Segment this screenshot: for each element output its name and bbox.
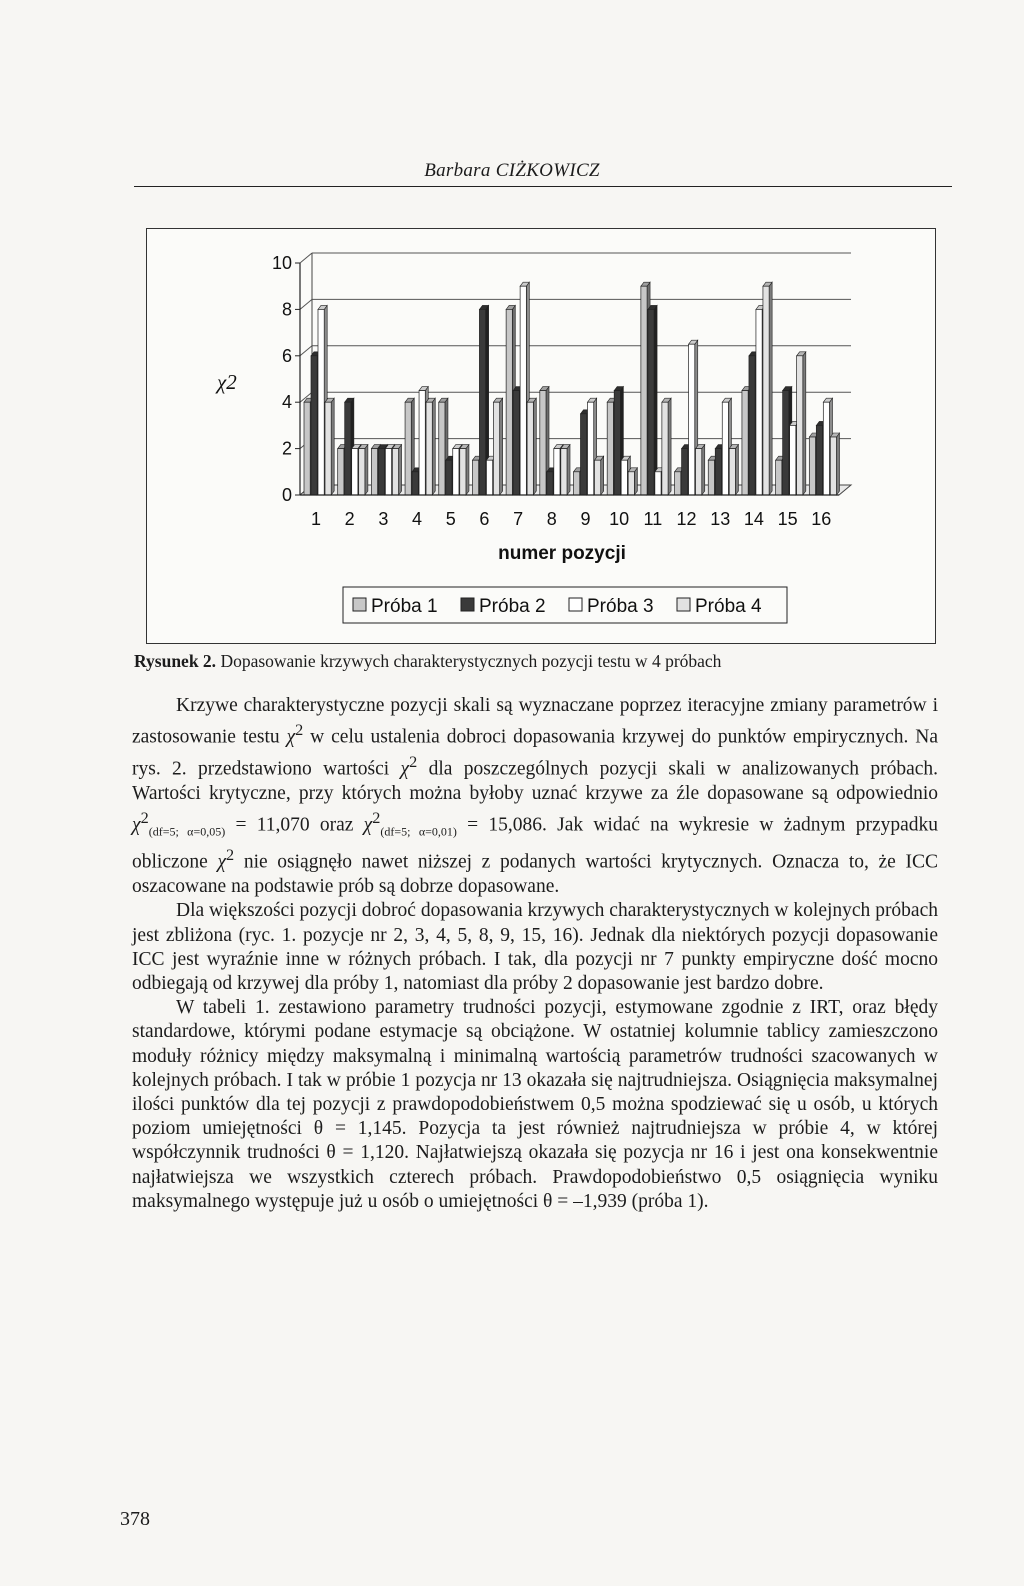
bar-side <box>365 445 368 495</box>
chi-symbol: χ <box>132 814 141 836</box>
bar <box>682 449 688 495</box>
body-text <box>132 694 938 1214</box>
bar-side <box>735 445 738 495</box>
bar <box>628 472 634 495</box>
y-tick-label: 0 <box>281 485 292 505</box>
figure-caption-text: Dopasowanie krzywych charakterystycznych pozycji testu w 4 próbach <box>216 651 722 671</box>
y-tick-label: 2 <box>281 438 292 459</box>
bar <box>675 472 681 495</box>
bar <box>486 460 492 495</box>
bar <box>392 449 398 495</box>
chi-exponent: 2 <box>295 721 304 740</box>
x-tick-label: 2 <box>344 509 355 529</box>
bar <box>708 460 714 495</box>
bar <box>460 449 466 495</box>
bar <box>453 449 459 495</box>
bar <box>520 286 526 495</box>
bar <box>790 425 796 495</box>
paragraph-2: Dla większości pozycji dobroć dopasowania krzywych charakterystycznych w kolejnych próbach jest zbliżona (ryc. 1. pozycje nr 2, 3, 4, 5, 8, 9, 15, 16). Jednak dla niektórych pozycji dopasowanie ICC jest wyraźnie inne w różnych próbach. I tak, dla pozycji nr 7 punkty empiryczne dość mocno odbiegają od krzywej dla próby 1, natomiast dla próby 2 dopasowanie jest bardzo dobre. <box>132 900 938 994</box>
bar <box>749 356 755 495</box>
p1-part-c: dla poszczególnych pozycji skali w analizowanych próbach. Wartości krytyczne, przy których można byłoby uznać krzywe za źle dopasowane są odpowiednio <box>132 758 938 804</box>
p1-part-b: w celu ustalenia dobroci dopasowania krzywej do punktów empirycznych. Na rys. 2. przedstawiono wartości <box>132 726 939 780</box>
x-tick-label: 9 <box>580 509 591 529</box>
bar <box>621 460 627 495</box>
bar-side <box>533 398 536 495</box>
x-tick-label: 8 <box>546 509 557 529</box>
paragraph-3: W tabeli 1. zestawiono parametry trudności pozycji, estymowane zgodnie z IRT, oraz błędy standardowe, którymi podane estymacje są obciążone. W ostatniej kolumnie tablicy zamieszczono moduły różnicy między maksymalną i minimalną wartością parametrów trudności szacowanych w kolejnych próbach. I tak w próbie 1 pozycja nr 13 okazała się najtrudniejsza. Osiągnięcia maksymalnej ilości punktów dla tej pozycji z prawdopodobieństwem 0,5 można spodziewać się u osób, u których poziom umiejętności θ = 1,145. Pozycja ta jest również najtrudniejsza w próbie 4, w której współczynnik trudności θ = 1,120. Najłatwiejszą okazała się pozycja nr 16 i jest ona konsekwentnie najłatwiejsza we wszystkich czterech próbach. Prawdopodobieństwo 0,5 osiągnięcia wyniku maksymalnego występuje już u osób o umiejętności θ = –1,939 (próba 1). <box>132 997 938 1212</box>
x-tick-label: 5 <box>445 509 456 529</box>
bar-side <box>803 352 806 495</box>
bar <box>506 309 512 495</box>
bar <box>816 425 822 495</box>
chi-symbol: χ <box>286 726 296 748</box>
bar <box>304 402 310 495</box>
critical-value-subscript-1: (df=5; α=0,05) <box>148 824 226 839</box>
chi-square-bar-chart <box>147 229 935 643</box>
bar-side <box>769 282 772 495</box>
figure-caption <box>134 650 934 672</box>
bar <box>439 402 445 495</box>
x-tick-label: 13 <box>710 509 731 529</box>
running-header-author: Barbara CIŻKOWICZ <box>424 160 600 181</box>
bar-side <box>567 445 570 495</box>
figure-caption-label: Rysunek 2. <box>134 651 217 671</box>
bar-side <box>399 445 402 495</box>
bar <box>783 391 789 495</box>
y-tick-label: 8 <box>281 299 292 320</box>
bar <box>405 402 411 495</box>
x-tick-label: 15 <box>777 509 798 529</box>
bar-side <box>432 398 435 495</box>
bar <box>345 402 351 495</box>
bar <box>588 402 594 495</box>
y-tick-label: 10 <box>271 253 292 273</box>
bar <box>722 402 728 495</box>
chi-exponent: 2 <box>226 846 235 865</box>
x-tick-label: 16 <box>811 509 832 529</box>
bar <box>479 309 485 495</box>
legend-swatch <box>569 598 582 611</box>
bar <box>472 460 478 495</box>
legend-label: Próba 4 <box>695 596 762 617</box>
chart-frame <box>146 228 936 644</box>
bar <box>412 472 418 495</box>
p1-part-f: nie osiągnęło nawet niższej z podanych wartości krytycznych. Oznacza to, że ICC oszacowane na podstawie prób są dobrze dopasowane. <box>132 851 938 898</box>
bar-side <box>634 468 637 495</box>
bar <box>426 402 432 495</box>
x-tick-label: 6 <box>479 509 490 529</box>
x-tick-label: 7 <box>513 509 524 529</box>
p1-part-d: = 11,070 oraz <box>225 814 364 836</box>
bar-side <box>466 445 469 495</box>
y-axis-label: χ2 <box>217 370 237 394</box>
gridline-side <box>300 299 312 309</box>
y-tick-label: 6 <box>281 345 292 366</box>
bar <box>378 449 384 495</box>
bar <box>797 356 803 495</box>
chi-exponent: 2 <box>409 752 418 771</box>
bar <box>641 286 647 495</box>
bar <box>371 449 377 495</box>
paragraph-1 <box>132 694 938 899</box>
bar <box>607 402 613 495</box>
gridline-side <box>300 253 312 263</box>
chi-exponent: 2 <box>372 808 381 827</box>
gridline-side <box>300 346 312 356</box>
bar <box>554 449 560 495</box>
bar <box>325 402 331 495</box>
legend-layer <box>343 587 787 623</box>
bar <box>581 414 587 495</box>
bar <box>595 460 601 495</box>
bars-layer <box>304 282 840 495</box>
bar <box>446 460 452 495</box>
p1-part-e: = 15,086. Jak widać na wykresie w żadnym przypadku obliczone <box>132 814 938 873</box>
bar <box>696 449 702 495</box>
page-number: 378 <box>120 1508 150 1530</box>
x-tick-label: 4 <box>412 509 423 529</box>
bar <box>561 449 567 495</box>
bar <box>729 449 735 495</box>
bar <box>763 286 769 495</box>
bar <box>513 391 519 495</box>
legend-label: Próba 3 <box>587 596 654 617</box>
legend-label: Próba 2 <box>479 596 546 617</box>
x-tick-label: 3 <box>378 509 389 529</box>
bar <box>385 449 391 495</box>
bar <box>352 449 358 495</box>
bar <box>715 449 721 495</box>
bar <box>614 391 620 495</box>
bar-side <box>837 433 840 495</box>
legend-label: Próba 1 <box>371 596 438 617</box>
legend-swatch <box>677 598 690 611</box>
x-tick-label: 12 <box>676 509 697 529</box>
bar-side <box>500 398 503 495</box>
bar <box>359 449 365 495</box>
bar <box>742 391 748 495</box>
chi-symbol: χ <box>400 758 410 780</box>
legend-swatch <box>461 598 474 611</box>
x-tick-label: 10 <box>609 509 630 529</box>
bar <box>809 437 815 495</box>
bar-side <box>668 398 671 495</box>
bar <box>493 402 499 495</box>
chi-symbol: χ <box>217 851 227 873</box>
bar-side <box>601 456 604 495</box>
bar-side <box>654 305 657 495</box>
x-tick-label: 11 <box>643 509 663 529</box>
y-tick-label: 4 <box>281 392 292 413</box>
bar <box>318 309 324 495</box>
legend-swatch <box>353 598 366 611</box>
p1-part-a: Krzywe charakterystyczne pozycji skali są wyznaczane poprzez iteracyjne zmiany parametrów i zastosowanie testu <box>132 695 938 748</box>
bar <box>547 472 553 495</box>
bar <box>527 402 533 495</box>
bar <box>830 437 836 495</box>
chi-symbol: χ <box>363 814 373 836</box>
x-tick-label: 1 <box>310 509 322 529</box>
bar <box>655 472 661 495</box>
bar-side <box>702 445 705 495</box>
bar-side <box>331 398 334 495</box>
chi-exponent: 2 <box>140 808 149 827</box>
x-axis-label: numer pozycji <box>498 543 626 564</box>
bar <box>662 402 668 495</box>
bar <box>311 356 317 495</box>
bar <box>540 391 546 495</box>
bar <box>419 391 425 495</box>
bar <box>689 344 695 495</box>
bar <box>648 309 654 495</box>
bar <box>574 472 580 495</box>
critical-value-subscript-2: (df=5; α=0,01) <box>380 824 457 839</box>
x-tick-label: 14 <box>743 509 764 529</box>
bar <box>823 402 829 495</box>
bar <box>756 309 762 495</box>
bar <box>338 449 344 495</box>
header-rule <box>134 186 952 187</box>
bar <box>776 460 782 495</box>
